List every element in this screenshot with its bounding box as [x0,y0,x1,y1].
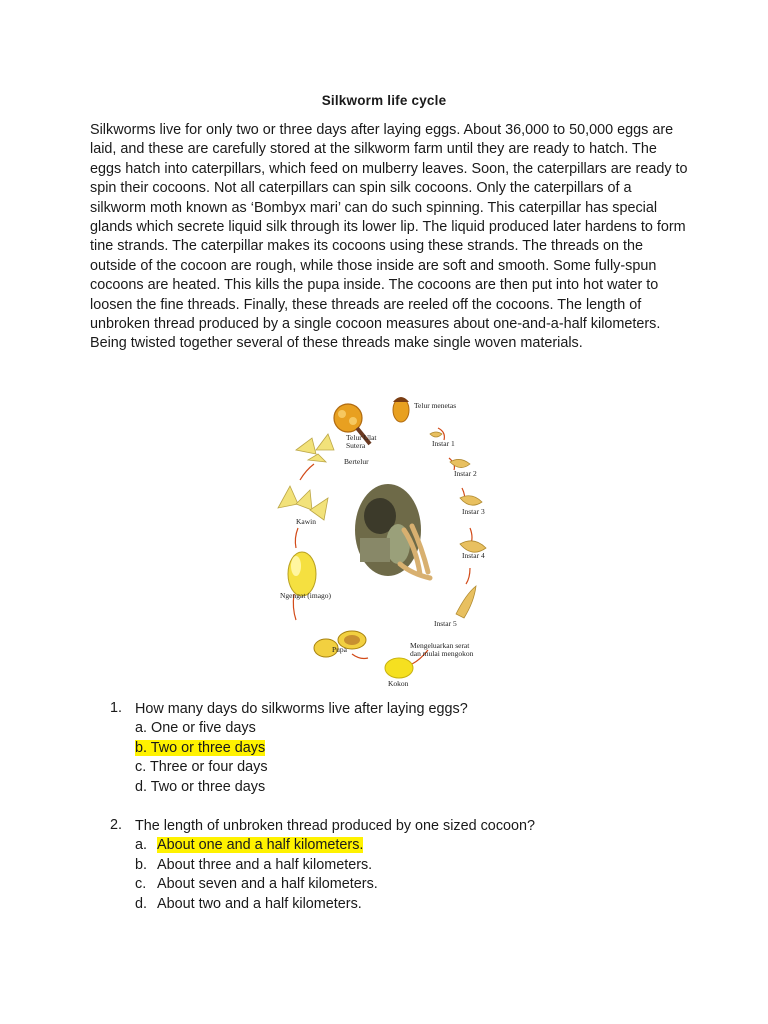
arrow-7 [352,654,368,659]
answer-option-d [135,778,670,797]
option-letter: c. [135,876,147,893]
label-bertelur: Bertelur [344,457,369,466]
label-pupa: Pupa [332,645,347,654]
label-kokon: Kokon [388,679,409,688]
option-text: Two or three days [150,739,266,756]
passage-paragraph: Silkworms live for only two or three days after laying eggs. About 36,000 to 50,000 eggs are laid, and these are carefully stored at the silkworm farm until they are ready to hatch. The eggs hatch into caterpillars, which feed on mulberry leaves. Soon, the caterpillars are ready to spin their cocoons. Not all caterpillars can spin silk cocoons. Only the caterpillars of a silkworm moth known as ‘Bombyx mari’ can do such spinning. This caterpillar has special glands which secrete liquid silk through its lower lip. The liquid produced later hardens to form tine strands. The caterpillar makes its cocoons using these strands. The threads on the outside of the cocoon are rough, while those inside are soft and smooth. Some fully-spun cocoons are heated. This kills the pupa inside. The cocoons are then put into hot water to loosen the fine threads. Finally, these threads are reeled off the cocoons. The length of unbroken thread produced by a single cocoon measures about one-and-a-half kilometers. Being twisted together several of these threads make single woven materials. [90,122,688,352]
option-text: Three or four days [149,759,268,776]
answer-options [135,719,670,797]
label-telur-menetas: Telur menetas [414,401,457,410]
larva-instar-3 [460,496,482,505]
answer-option-a [135,836,670,855]
option-letter: a. [135,837,148,854]
question-1 [110,700,670,797]
option-text: One or five days [151,720,256,737]
option-letter: d. [135,895,148,912]
option-text: About seven and a half kilometers. [157,876,378,893]
answer-option-d [135,895,670,914]
larva-stages [430,432,486,618]
label-mengeluarkan: Mengeluarkan serat dan mulai mengokon [410,641,474,658]
highlighted-answer: About one and a half kilometers. [157,837,364,854]
option-text: About two and a half kilometers. [157,895,362,912]
answer-options [135,836,670,914]
egg-laying-moth [296,434,334,462]
cocoon [385,658,413,678]
life-cycle-diagram [256,388,512,692]
label-instar-3: Instar 3 [462,507,485,516]
option-letter: b. [135,856,148,873]
larva-instar-5 [456,586,476,618]
label-instar-4: Instar 4 [462,551,485,560]
option-letter: c. [135,759,147,776]
moth-imago [288,552,316,596]
option-letter: d. [135,778,148,795]
label-instar-2: Instar 2 [454,469,477,478]
arrow-5 [466,568,470,584]
label-kawin: Kawin [296,517,316,526]
label-instar-1: Instar 1 [432,439,455,448]
questions-section [110,700,670,914]
question-number: 1. [110,700,123,716]
arrow-10 [300,464,314,480]
answer-option-b [135,739,670,758]
option-letter: b. [135,739,148,756]
answer-option-c [135,875,670,894]
life-cycle-illustration [256,388,512,692]
question-number: 2. [110,816,123,833]
arrow-9 [295,528,298,548]
question-2 [110,817,670,914]
answer-option-a [135,719,670,738]
option-text: About three and a half kilometers. [157,856,373,873]
page-title: Silkworm life cycle [321,93,447,108]
larva-instar-2 [450,459,470,467]
option-text: Two or three days [150,778,266,795]
option-letter: a. [135,720,148,737]
mating-moths [278,486,328,520]
question-text: How many days do silkworms live after laying eggs? [135,701,468,717]
label-telur-ulat: Telur Ulat Sutera [346,433,377,450]
label-ngengat: Ngengat (imago) [280,591,332,600]
question-text: The length of unbroken thread produced by one sized cocoon? [135,817,536,834]
hatching-egg [393,397,409,422]
answer-option-b [135,856,670,875]
larva-instar-1 [430,432,442,437]
label-instar-5: Instar 5 [434,619,457,628]
answer-option-c [135,758,670,777]
highlighted-answer [135,740,265,756]
